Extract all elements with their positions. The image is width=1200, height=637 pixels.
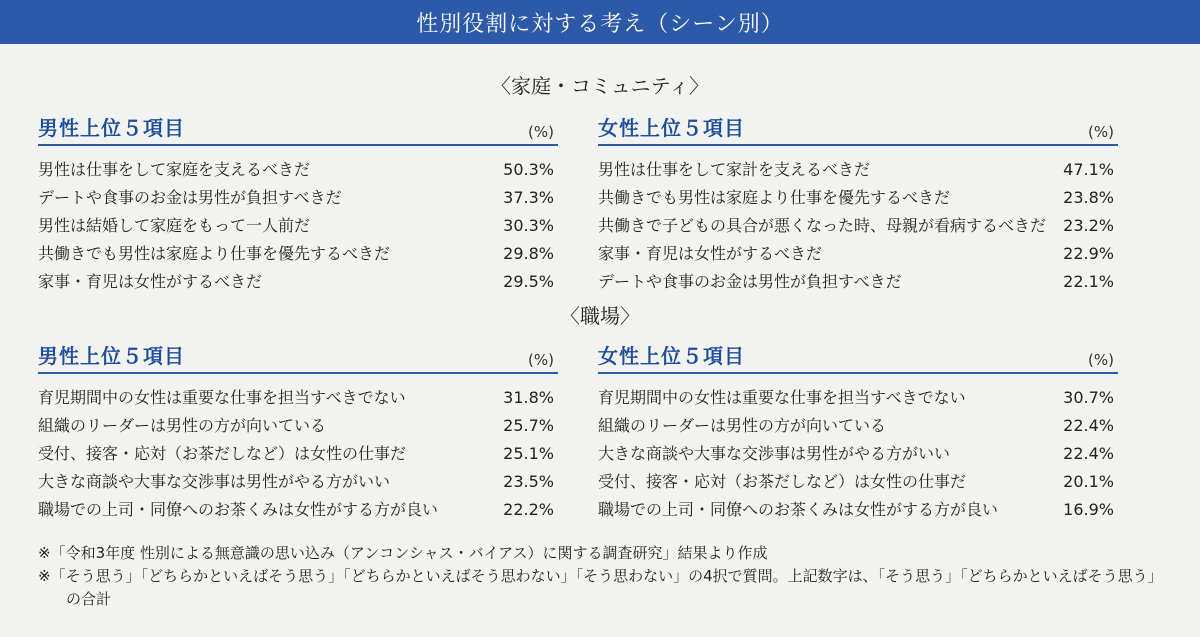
item-label: 家事・育児は女性がするべきだ (598, 244, 823, 263)
page-title: 性別役割に対する考え（シーン別） (416, 11, 784, 37)
list-item (38, 468, 558, 496)
item-value: 50.3% (503, 160, 554, 179)
panel-header (598, 339, 1118, 374)
panel-header (38, 111, 558, 146)
item-value: 47.1% (1063, 160, 1114, 179)
item-label: 共働きでも男性は家庭より仕事を優先するべきだ (598, 188, 951, 207)
list-item (38, 184, 558, 212)
list-item (38, 212, 558, 240)
list-item (598, 212, 1118, 240)
list-item (38, 156, 558, 184)
item-value: 30.7% (1063, 388, 1114, 407)
item-label: 受付、接客・応対（お茶だしなど）は女性の仕事だ (38, 444, 407, 463)
list-item (598, 496, 1118, 524)
list-item (598, 412, 1118, 440)
item-label: 組織のリーダーは男性の方が向いている (38, 416, 327, 435)
item-label: 男性は結婚して家庭をもって一人前だ (38, 216, 311, 235)
item-value: 22.1% (1063, 272, 1114, 291)
list-item (38, 240, 558, 268)
item-label: 大きな商談や大事な交渉事は男性がやる方がいい (38, 472, 391, 491)
item-label: 家事・育児は女性がするべきだ (38, 272, 263, 291)
item-label: 男性は仕事をして家計を支えるべきだ (598, 160, 871, 179)
item-value: 30.3% (503, 216, 554, 235)
item-label: 育児期間中の女性は重要な仕事を担当すべきでない (598, 388, 966, 407)
panel-header (38, 339, 558, 374)
item-value: 22.4% (1063, 444, 1114, 463)
list-item (598, 384, 1118, 412)
item-value: 22.9% (1063, 244, 1114, 263)
panel-title: 男性上位５項目 (38, 116, 185, 140)
unit-label: (%) (1088, 351, 1114, 369)
item-value: 23.2% (1063, 216, 1114, 235)
item-label: 組織のリーダーは男性の方が向いている (598, 416, 887, 435)
item-label: 職場での上司・同僚へのお茶くみは女性がする方が良い (38, 500, 439, 519)
list-item (38, 268, 558, 296)
list-item (598, 240, 1118, 268)
list-item (38, 384, 558, 412)
list-item (38, 412, 558, 440)
list-item (598, 156, 1118, 184)
footnote-continuation: の合計 (66, 590, 112, 608)
item-label: 男性は仕事をして家庭を支えるべきだ (38, 160, 311, 179)
footnotes (38, 542, 1168, 611)
item-value: 22.4% (1063, 416, 1114, 435)
item-label: 職場での上司・同僚へのお茶くみは女性がする方が良い (598, 500, 999, 519)
unit-label: (%) (528, 123, 554, 141)
panel-title: 女性上位５項目 (598, 116, 745, 140)
panel-work-male (38, 339, 558, 524)
panel-header (598, 111, 1118, 146)
item-value: 29.8% (503, 244, 554, 263)
section-title-home-community: 〈家庭・コミュニティ〉 (491, 74, 709, 98)
item-label: 大きな商談や大事な交渉事は男性がやる方がいい (598, 444, 951, 463)
item-value: 37.3% (503, 188, 554, 207)
list-item (598, 184, 1118, 212)
panel-home-male (38, 111, 558, 296)
item-value: 20.1% (1063, 472, 1114, 491)
panel-title: 男性上位５項目 (38, 344, 185, 368)
item-value: 25.7% (503, 416, 554, 435)
panel-work-female (598, 339, 1118, 524)
item-label: デートや食事のお金は男性が負担すべきだ (38, 188, 342, 207)
panel-home-female (598, 111, 1118, 296)
unit-label: (%) (528, 351, 554, 369)
item-label: 育児期間中の女性は重要な仕事を担当すべきでない (38, 388, 406, 407)
item-value: 23.8% (1063, 188, 1114, 207)
item-value: 23.5% (503, 472, 554, 491)
item-label: デートや食事のお金は男性が負担すべきだ (598, 272, 902, 291)
item-label: 共働きで子どもの具合が悪くなった時、母親が看病するべきだ (598, 216, 1047, 235)
panel-title: 女性上位５項目 (598, 344, 745, 368)
footnote: ※「そう思う」「どちらかといえばそう思う」「どちらかといえばそう思わない」「そう思わない」の4択で質問。上記数字は、「そう思う」「どちらかといえばそう思う」 (38, 567, 1163, 585)
section-title-workplace: 〈職場〉 (560, 304, 640, 328)
footnote: ※「令和3年度 性別による無意識の思い込み（アンコンシャス・バイアス）に関する調査研究」結果より作成 (38, 544, 768, 562)
item-value: 22.2% (503, 500, 554, 519)
list-item (598, 440, 1118, 468)
item-label: 受付、接客・応対（お茶だしなど）は女性の仕事だ (598, 472, 967, 491)
unit-label: (%) (1088, 123, 1114, 141)
list-item (38, 440, 558, 468)
list-item (598, 268, 1118, 296)
item-value: 29.5% (503, 272, 554, 291)
item-value: 31.8% (503, 388, 554, 407)
item-label: 共働きでも男性は家庭より仕事を優先するべきだ (38, 244, 391, 263)
list-item (38, 496, 558, 524)
list-item (598, 468, 1118, 496)
item-value: 25.1% (503, 444, 554, 463)
header-bar (0, 0, 1200, 44)
item-value: 16.9% (1063, 500, 1114, 519)
